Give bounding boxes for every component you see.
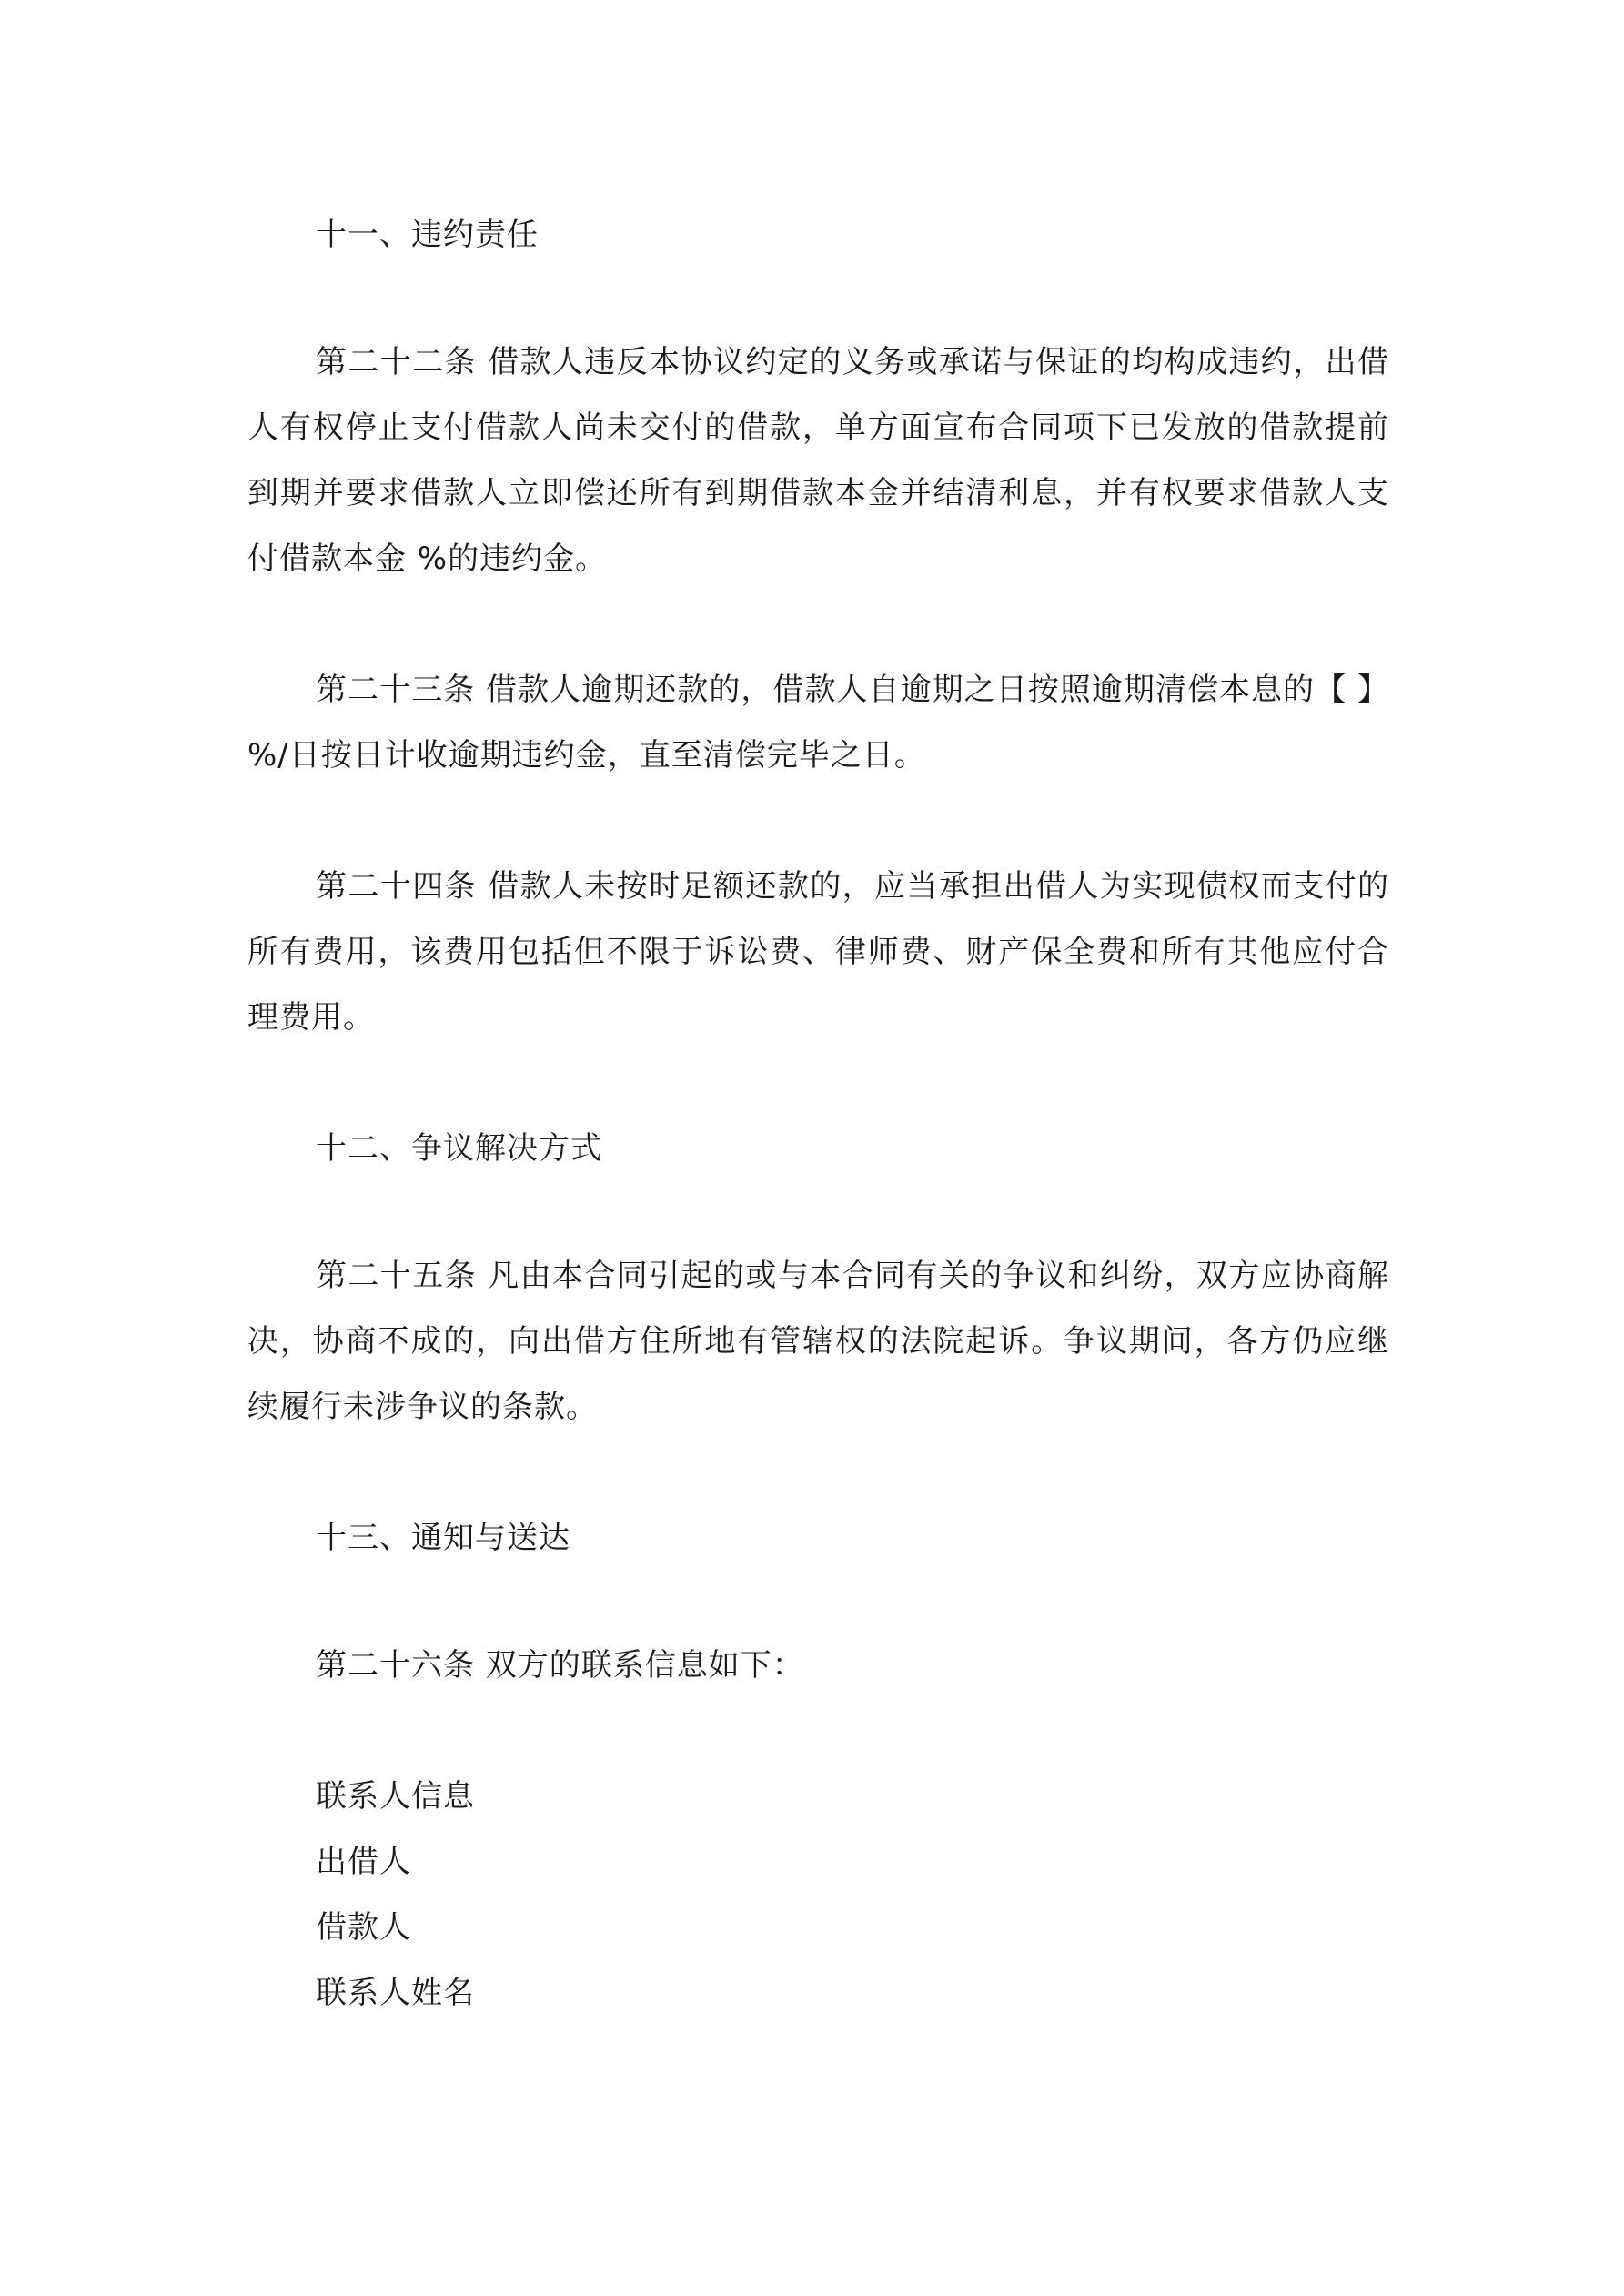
section-heading-dispute: 十二、争议解决方式 <box>316 1130 602 1167</box>
spacer <box>247 1698 1389 1764</box>
lender-label: 出借人 <box>316 1844 411 1880</box>
article-22: 第二十二条 借款人违反本协议约定的义务或承诺与保证的均构成违约，出借人有权停止支付借款人尚未交付的借款，单方面宣布合同项下已发放的借款提前到期并要求借款人立即偿还所有到期借款本金并结清利息，并有权要求借款人支付借款本金 %的违约金。 <box>247 344 1389 577</box>
section-heading-breach: 十一、违约责任 <box>316 217 539 253</box>
spacer <box>247 592 1389 657</box>
spacer <box>247 1050 1389 1116</box>
contact-name-label: 联系人姓名 <box>316 1975 475 2011</box>
spacer <box>247 1181 1389 1243</box>
spacer <box>247 1571 1389 1633</box>
article-23: 第二十三条 借款人逾期还款的，借款人自逾期之日按照逾期清偿本息的【 】%/日按日计收逾期违约金，直至清偿完毕之日。 <box>247 672 1389 774</box>
article-24: 第二十四条 借款人未按时足额还款的，应当承担出借人为实现债权而支付的所有费用，该费用包括但不限于诉讼费、律师费、财产保全费和所有其他应付合理费用。 <box>247 868 1389 1036</box>
document-content <box>247 202 1389 2026</box>
article-25: 第二十五条 凡由本合同引起的或与本合同有关的争议和纠纷，双方应协商解决，协商不成的，向出借方住所地有管辖权的法院起诉。争议期间，各方仍应继续履行未涉争议的条款。 <box>247 1258 1389 1425</box>
spacer <box>247 788 1389 854</box>
spacer <box>247 1440 1389 1505</box>
borrower-label: 借款人 <box>316 1909 411 1946</box>
contact-info-label: 联系人信息 <box>316 1778 475 1815</box>
article-26: 第二十六条 双方的联系信息如下： <box>316 1647 804 1684</box>
spacer <box>247 268 1389 329</box>
section-heading-notice: 十三、通知与送达 <box>316 1520 570 1556</box>
